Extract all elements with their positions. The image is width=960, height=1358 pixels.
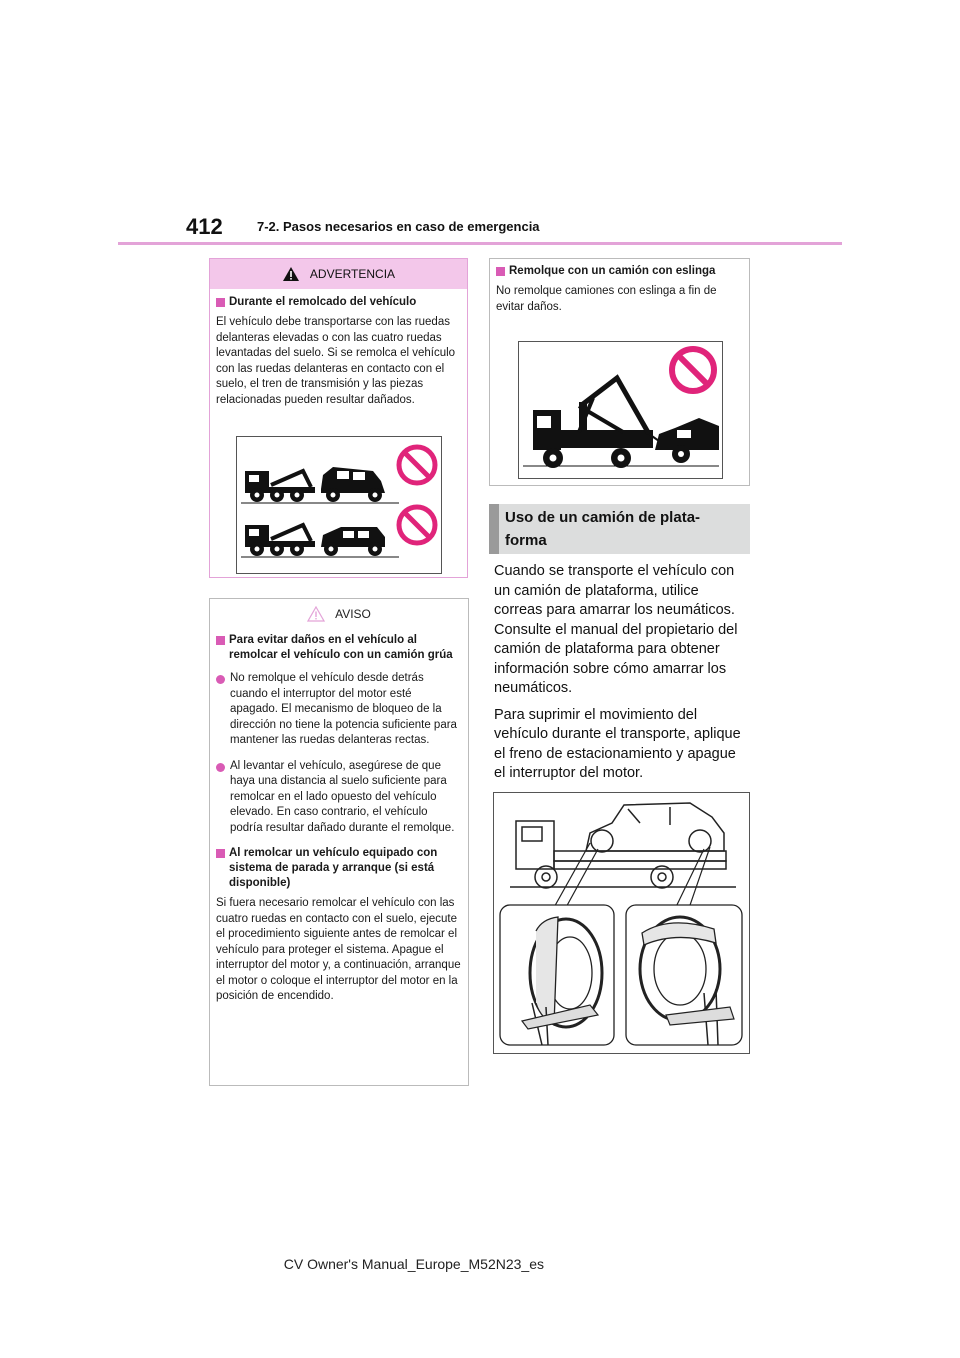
notice-label: AVISO xyxy=(335,607,371,621)
page-number: 412 xyxy=(186,214,223,239)
warning-triangle-icon xyxy=(282,266,300,282)
notice-bullet-2-text: Al levantar el vehículo, asegúrese de que haya una distancia al suelo suficiente para remolcar en el lado opuesto del vehículo elevado. En caso contrario, el vehículo podría resultar dañado durante el remolque. xyxy=(230,759,455,834)
prohibition-icon xyxy=(399,507,435,543)
warning-text: El vehículo debe transportarse con las ruedas delanteras elevadas o con las cuatro ruedas levantadas del suelo. Si se remolca el vehículo con las ruedas delanteras en contacto con el suelo, el tren de transmisión y las piezas relacionadas pueden resultar dañados. xyxy=(216,316,456,406)
tow-truck-bottom-icon xyxy=(245,525,315,556)
tire-tie-down-right-detail xyxy=(626,905,742,1045)
notice-box xyxy=(209,598,469,1086)
square-bullet-icon xyxy=(216,298,225,307)
section-heading-line-2: forma xyxy=(505,532,547,549)
warning-subheading-text: Durante el remolcado del vehículo xyxy=(229,296,417,308)
section-title: 7-2. Pasos necesarios en caso de emergencia xyxy=(257,219,540,234)
notice-subheading-1-text: Para evitar daños en el vehículo al remolcar el vehículo con un camión grúa xyxy=(229,634,453,661)
notice-subheading-1 xyxy=(216,633,461,663)
prohibition-icon xyxy=(672,349,714,391)
suv-bottom-icon xyxy=(321,527,385,556)
flatbed-tie-down-illustration xyxy=(493,792,750,1054)
notice-subheading-2 xyxy=(216,846,461,891)
warning-header xyxy=(210,259,467,289)
notice-bullet-1-text: No remolque el vehículo desde detrás cuando el interruptor del motor esté apagado. El mecanismo de bloqueo de la dirección no tiene la potencia suficiente para mantener las ruedas delanteras rectas. xyxy=(230,672,457,746)
round-bullet-icon xyxy=(216,763,225,772)
sling-subheading xyxy=(496,264,743,279)
towed-car-icon xyxy=(655,418,719,463)
square-bullet-icon xyxy=(496,267,505,276)
square-bullet-icon xyxy=(216,849,225,858)
notice-subheading-2-text: Al remolcar un vehículo equipado con sistema de parada y arranque (si está disponible) xyxy=(229,847,438,889)
notice-header xyxy=(210,599,468,627)
notice-bullet-2 xyxy=(216,759,461,837)
round-bullet-icon xyxy=(216,675,225,684)
header-divider xyxy=(118,242,842,245)
section-heading-flatbed xyxy=(489,504,750,554)
flatbed-paragraph-2: Para suprimir el movimiento del vehículo durante el transporte, aplique el freno de estacionamiento y apague el interruptor del motor. xyxy=(494,706,741,781)
suv-top-icon xyxy=(321,467,385,502)
flatbed-truck-icon xyxy=(510,803,736,888)
warning-label: ADVERTENCIA xyxy=(309,267,396,281)
flatbed-body xyxy=(494,562,750,791)
footer-manual-id: CV Owner's Manual_Europe_M52N23_es xyxy=(283,1256,544,1272)
flatbed-paragraph-1: Cuando se transporte el vehículo con un camión de plataforma, utilice correas para amarrar los neumáticos. Consulte el manual del propietario del camión de plataforma para obtener información sobre cómo amarrar los neumáticos. xyxy=(494,563,738,696)
sling-tow-truck-illustration xyxy=(518,341,723,479)
tow-truck-wheels-on-ground-illustration xyxy=(236,436,442,574)
sling-tow-truck-icon xyxy=(533,378,669,468)
caution-triangle-icon xyxy=(307,606,325,622)
sling-text: No remolque camiones con eslinga a fin de evitar daños. xyxy=(496,285,717,313)
prohibition-icon xyxy=(399,447,435,483)
notice-bullet-1 xyxy=(216,671,461,749)
pointer-lines xyxy=(552,843,710,911)
square-bullet-icon xyxy=(216,636,225,645)
sling-subheading-text: Remolque con un camión con eslinga xyxy=(509,265,716,277)
tow-truck-top-icon xyxy=(245,471,315,502)
tire-tie-down-left-detail xyxy=(500,905,614,1045)
notice-text-2: Si fuera necesario remolcar el vehículo con las cuatro ruedas en contacto con el suelo, ejecute el procedimiento siguiente antes de remolcar el vehículo para proteger el sistema. Apague el interruptor del motor y, a continuación, arranque el motor o coloque el interruptor del motor en la posición de encendido. xyxy=(216,897,461,1002)
section-heading-line-1: Uso de un camión de plata- xyxy=(505,509,701,526)
warning-subheading xyxy=(216,295,460,310)
